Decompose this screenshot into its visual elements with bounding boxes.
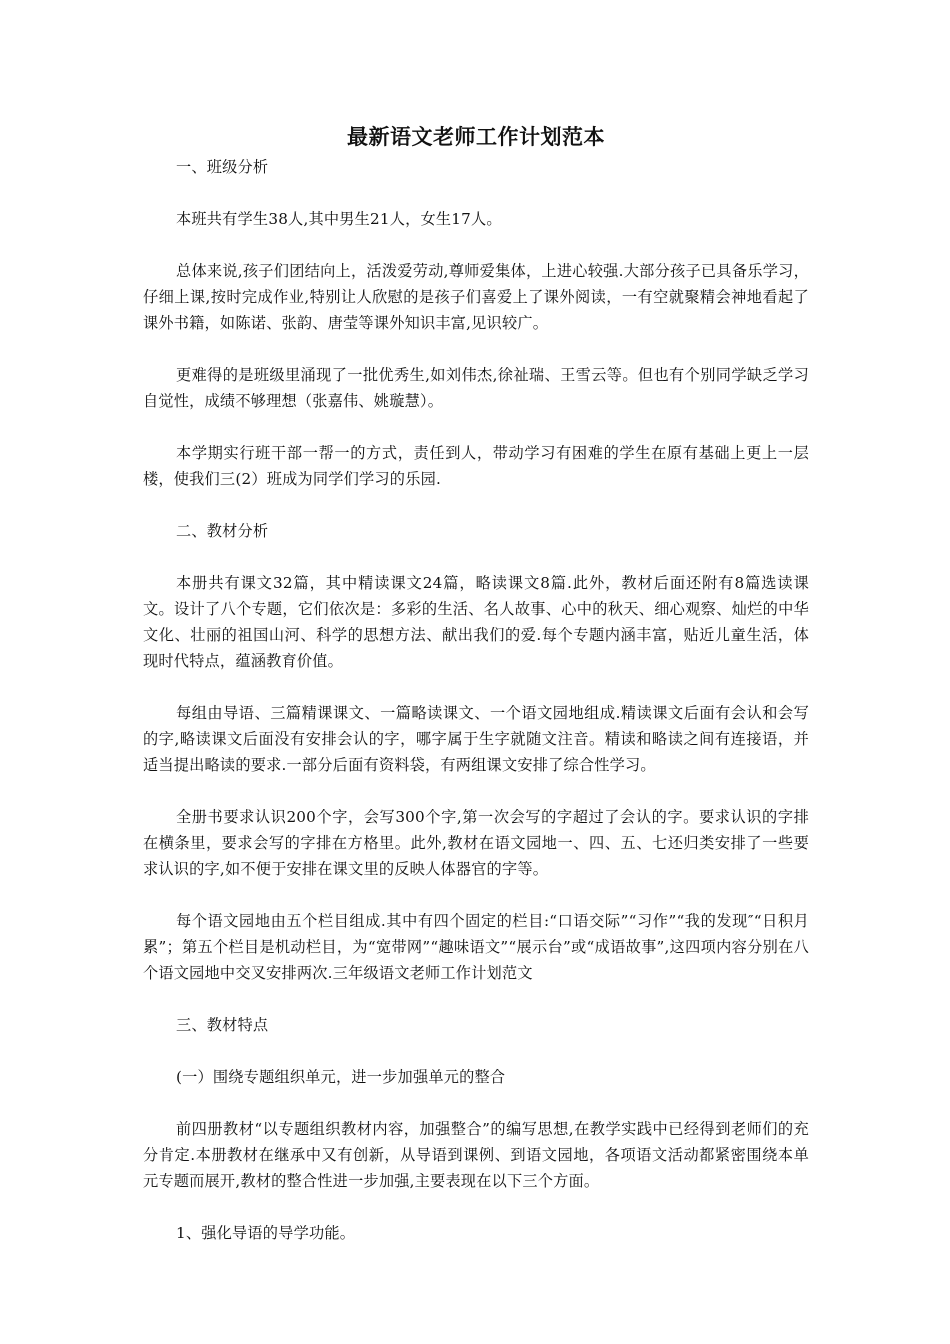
section-heading-class-analysis: 一、班级分析 bbox=[176, 158, 269, 176]
list-item-guide-function: 1、强化导语的导学功能。 bbox=[176, 1224, 356, 1242]
subheading-unit-integration: (一）围绕专题组织单元，进一步加强单元的整合 bbox=[176, 1068, 506, 1086]
paragraph-character-requirements: 全册书要求认识200个字，会写300个字,第一次会写的字超过了会认的字。要求认识的字排在横条里，要求会写的字排在方格里。此外,教材在语文园地一、四、五、七还归类安排了一些要求认识的字,如不便于安排在课文里的反映人体器官的字等。 bbox=[143, 808, 809, 878]
paragraph-language-garden: 每个语文园地由五个栏目组成.其中有四个固定的栏目:“口语交际”“习作”“我的发现″“日积月累”；第五个栏目是机动栏目，为“宽带网”“趣味语文”“展示台”或“成语故事”,这四项内容分别在八个语文园地中交叉安排两次.三年级语文老师工作计划范文 bbox=[143, 912, 809, 982]
paragraph-mentoring: 本学期实行班干部一帮一的方式，责任到人，带动学习有困难的学生在原有基础上更上一层楼，使我们三(2）班成为同学们学习的乐园. bbox=[143, 444, 809, 488]
section-heading-textbook-features: 三、教材特点 bbox=[176, 1016, 269, 1034]
paragraph-overall: 总体来说,孩子们团结向上，活泼爱劳动,尊师爱集体，上进心较强.大部分孩子已具备乐学习，仔细上课,按时完成作业,特别让人欣慰的是孩子们喜爱上了课外阅读，一有空就聚精会神地看起了课外书籍，如陈诺、张韵、唐莹等课外知识丰富,见识较广。 bbox=[143, 262, 809, 332]
document-title: 最新语文老师工作计划范本 bbox=[347, 125, 605, 149]
paragraph-unit-structure: 每组由导语、三篇精课课文、一篇略读课文、一个语文园地组成.精读课文后面有会认和会写的字,略读课文后面没有安排会认的字，哪字属于生字就随文注音。精读和略读之间有连接语，并适当提出略读的要求.一部分后面有资料袋，有两组课文安排了综合性学习。 bbox=[143, 704, 809, 774]
paragraph-student-count: 本班共有学生38人,其中男生21人，女生17人。 bbox=[176, 210, 502, 228]
section-heading-textbook-analysis: 二、教材分析 bbox=[176, 522, 269, 540]
paragraph-textbook-contents: 本册共有课文32篇，其中精读课文24篇，略读课文8篇.此外，教材后面还附有8篇选读课文。设计了八个专题，它们依次是：多彩的生活、名人故事、心中的秋天、细心观察、灿烂的中华文化、壮丽的祖国山河、科学的思想方法、献出我们的爱.每个专题内涵丰富，贴近儿童生活，体现时代特点，蕴涵教育价值。 bbox=[143, 574, 809, 670]
paragraph-integration-details: 前四册教材“以专题组织教材内容，加强整合”的编写思想,在教学实践中已经得到老师们的充分肯定.本册教材在继承中又有创新，从导语到课例、到语文园地，各项语文活动都紧密围绕本单元专题而展开,教材的整合性进一步加强,主要表现在以下三个方面。 bbox=[143, 1120, 809, 1190]
paragraph-excellent-students: 更难得的是班级里涌现了一批优秀生,如刘伟杰,徐祉瑞、王雪云等。但也有个别同学缺乏学习自觉性，成绩不够理想（张嘉伟、姚璇慧）。 bbox=[143, 366, 809, 410]
document-body bbox=[143, 120, 809, 1272]
